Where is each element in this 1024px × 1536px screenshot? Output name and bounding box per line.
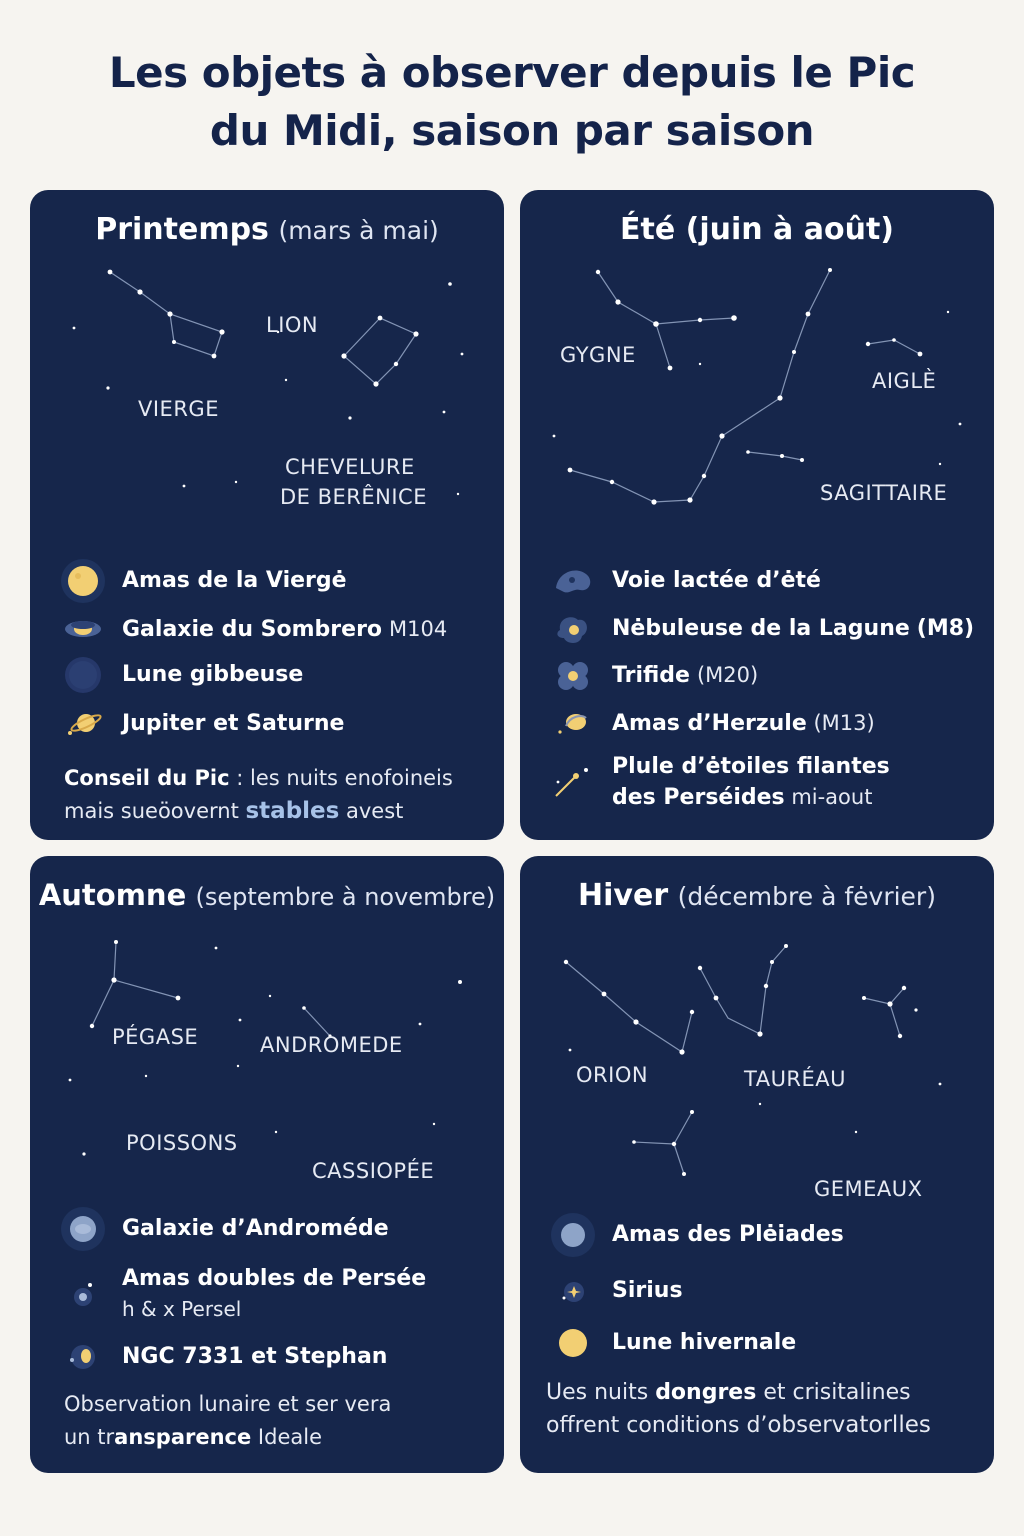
tip-note [546,1376,986,1442]
constellation-gemini: GEMEAUX [814,1177,923,1201]
panel-summer [520,190,994,840]
moon-icon [550,1320,596,1366]
list-item [550,1268,683,1314]
item-extra: mi-aout [784,785,873,809]
summer-title [520,212,994,247]
tip-text: : les nuits enofoineis [229,766,453,790]
galaxy-icon [60,1206,106,1252]
constellation-leo: LION [266,313,319,337]
constellation-coma-1: CHEVELURE [285,455,415,479]
item-name: Galaxie d’Androméde [122,1216,389,1241]
list-item [550,606,974,652]
autumn-title [30,878,504,912]
constellation-cassiopeia: CASSIOPÉE [312,1159,435,1183]
tip-highlight: ansparence [114,1425,252,1449]
planet-icon [60,701,106,747]
list-item [60,606,447,652]
item-name: Amas de la Viergė [122,568,347,593]
season-period: (septembre à novembre) [195,883,496,911]
nebula-icon [550,606,596,652]
item-name: Lune hivernale [612,1330,797,1355]
item-name: Plule d’ėtoiles filantes [612,754,890,779]
list-item [60,1206,389,1252]
star-cluster-icon [60,1271,106,1317]
item-name: Trifide [612,662,690,688]
item-name: Voie lactée d’ėté [612,568,821,593]
constellation-coma-2: DE BERÊNICE [280,485,427,509]
cluster-icon [550,700,596,746]
item-name: Sirius [612,1278,683,1303]
tip-text: observatorlles [767,1412,931,1438]
item-name: NGC 7331 et Stephan [122,1344,388,1369]
tip-lead: Conseil du Pic [64,766,230,790]
moon-icon [60,652,106,698]
item-name: Lune gibbeuse [122,662,304,687]
cluster-icon [550,1212,596,1258]
constellation-taurus: TAURÉAU [744,1067,847,1091]
star-icon [550,1268,596,1314]
constellation-cygnus: GYGNE [560,343,636,367]
milky-way-icon [550,558,596,604]
item-name: Jupiter et Saturne [122,711,345,736]
constellation-sagittarius: SAGITTAIRE [820,481,948,505]
moon-icon [60,558,106,604]
item-name: Amas d’Herzule [612,710,807,736]
list-item [60,1334,387,1380]
item-line2: des Perséides [612,785,785,810]
panel-autumn [30,856,504,1473]
list-item [60,1264,426,1324]
galaxy-icon [60,606,106,652]
tip-text: mais sueöovernt [64,799,246,823]
panel-winter [520,856,994,1473]
item-name: Nėbuleuse de la Lagune [612,616,910,641]
item-extra: M104 [389,616,448,641]
season-name: Printemps [95,212,269,247]
list-item [550,752,890,813]
tip-text: avest [339,799,404,823]
list-item [550,558,821,604]
tip-note [64,762,484,828]
page-title: Les objets à observer depuis le Pic du Midi, saison par saison [108,48,916,155]
tip-text: un tr [64,1425,115,1449]
constellation-andromeda: ANDROMEDE [260,1033,403,1057]
tip-text: offrent conditions d’ [546,1413,768,1438]
spring-title [30,212,504,247]
list-item [550,700,875,746]
item-extra: (M13) [806,710,875,735]
item-extra: (M20) [696,662,759,687]
winter-title [520,878,994,913]
list-item [60,701,344,747]
list-item [60,652,303,698]
constellation-pegasus: PÉGASE [112,1025,199,1049]
season-period: (mars à mai) [278,216,439,245]
panel-spring [30,190,504,840]
shooting-star-icon [550,760,596,806]
constellation-aquila: AIGLÈ [872,369,937,393]
tip-text: Observation lunaire et ser vera [64,1392,392,1416]
item-name: Galaxie du Sombrero [122,616,383,642]
season-name: Hiver [578,878,669,913]
list-item [60,558,347,604]
item-name: Amas des Plėiades [612,1222,844,1247]
constellation-orion: ORION [576,1063,649,1087]
list-item [550,652,758,698]
season-name: Été (juin à août) [619,212,894,247]
item-name: Amas doubles de Persée [122,1266,427,1291]
season-name: Automne [38,878,187,912]
tip-text: Ues nuits [546,1380,656,1405]
item-extra: (M8) [916,616,975,641]
item-sub: h & x Persel [122,1297,242,1321]
constellation-virgo: VIERGE [138,397,219,421]
tip-highlight: dongres [655,1380,757,1405]
list-item [550,1320,796,1366]
galaxy-icon [60,1334,106,1380]
tip-text: et crisitalines [756,1380,911,1405]
tip-highlight: stables [245,798,340,824]
tip-note [64,1388,484,1454]
nebula-icon [550,652,596,698]
season-period: (décembre à fėvrier) [677,882,936,911]
list-item [550,1212,844,1258]
tip-text: Ideale [251,1425,322,1449]
constellation-pisces: POISSONS [126,1131,238,1155]
